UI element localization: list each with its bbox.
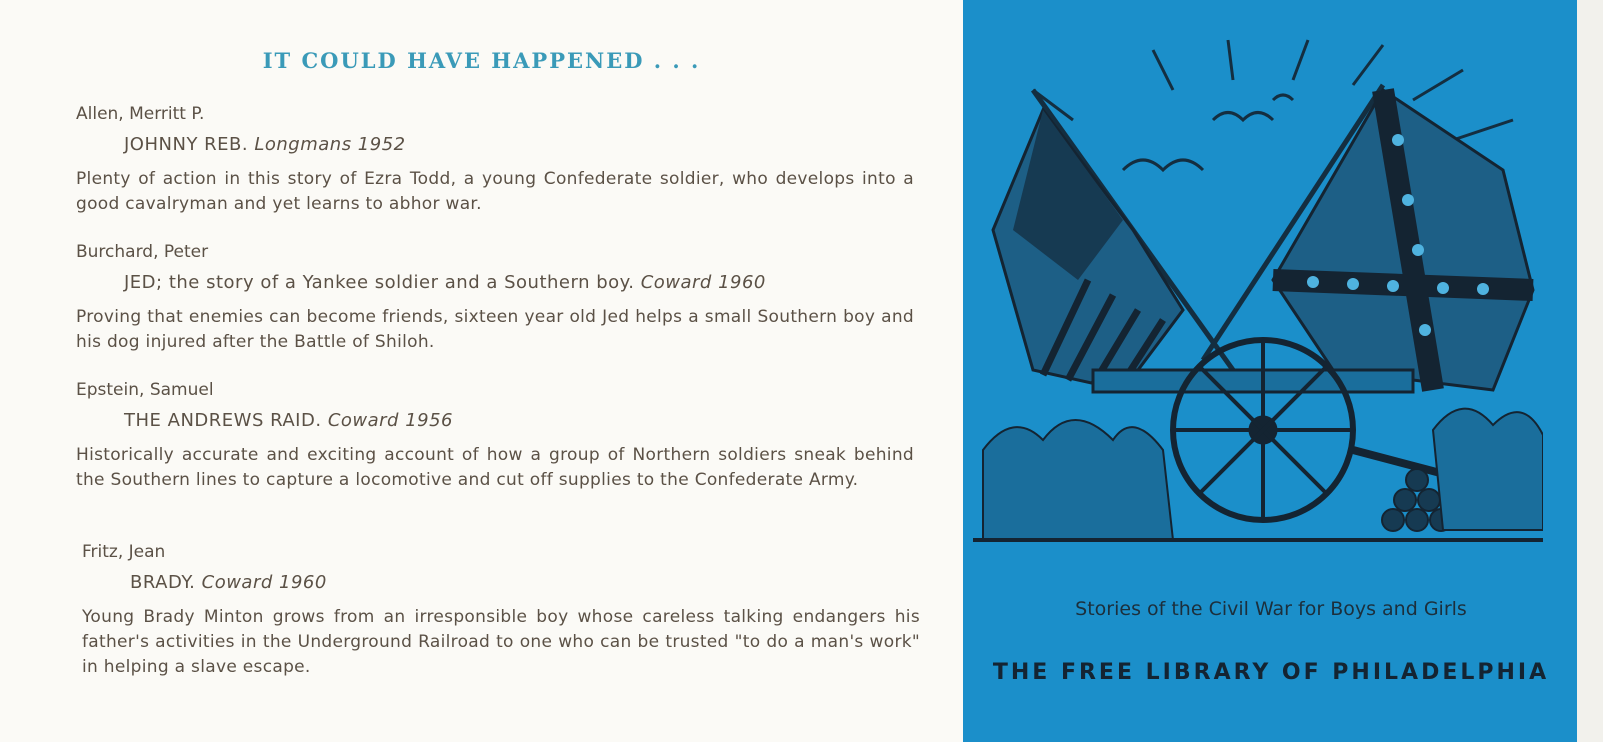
cover-panel <box>963 0 1603 742</box>
confederate-flag <box>1273 90 1533 390</box>
book-entry <box>82 542 920 680</box>
book-description: Plenty of action in this story of Ezra Todd, a young Confederate soldier, who develops into a good cavalryman and yet learns to abhor war. <box>76 169 914 214</box>
book-title: THE ANDREWS RAID. <box>124 410 322 431</box>
book-publisher: Longmans 1952 <box>254 134 406 155</box>
book-title: JED; the story of a Yankee soldier and a Southern boy. <box>124 272 635 293</box>
book-description: Young Brady Minton grows from an irresponsible boy whose careless talking endangers his father's activities in the Underground Railroad to one who can be trusted "to do a man's work" in helping a slave escape. <box>82 607 920 677</box>
book-title-line <box>124 134 914 155</box>
book-publisher: Coward 1960 <box>640 272 766 293</box>
book-publisher: Coward 1956 <box>327 410 454 431</box>
cover-caption: Stories of the Civil War for Boys and Girls <box>1075 598 1467 620</box>
union-flag <box>993 110 1183 390</box>
book-description: Proving that enemies can become friends, sixteen year old Jed helps a small Southern boy and his dog injured after the Battle of Shiloh. <box>76 307 914 352</box>
book-author: Epstein, Samuel <box>76 380 214 400</box>
book-title: JOHNNY REB. <box>124 134 249 155</box>
book-author: Burchard, Peter <box>76 242 209 262</box>
book-entry <box>76 242 914 355</box>
page-edge <box>1577 0 1603 742</box>
book-title-line <box>124 272 914 293</box>
book-entry <box>76 380 914 493</box>
book-author: Fritz, Jean <box>82 542 166 562</box>
book-title-line <box>130 572 920 593</box>
page-heading: IT COULD HAVE HAPPENED . . . <box>262 48 701 73</box>
crossed-flags-and-cannon-illustration <box>973 30 1543 570</box>
book-description: Historically accurate and exciting account of how a group of Northern soldiers sneak behind the Southern lines to capture a locomotive and cut off supplies to the Confederate Army. <box>76 445 914 490</box>
library-name: THE FREE LIBRARY OF PHILADELPHIA <box>992 660 1550 685</box>
book-entry <box>76 104 914 217</box>
book-publisher: Coward 1960 <box>201 572 327 593</box>
book-title-line <box>124 410 914 431</box>
book-title: BRADY. <box>130 572 196 593</box>
book-author: Allen, Merritt P. <box>76 104 205 124</box>
